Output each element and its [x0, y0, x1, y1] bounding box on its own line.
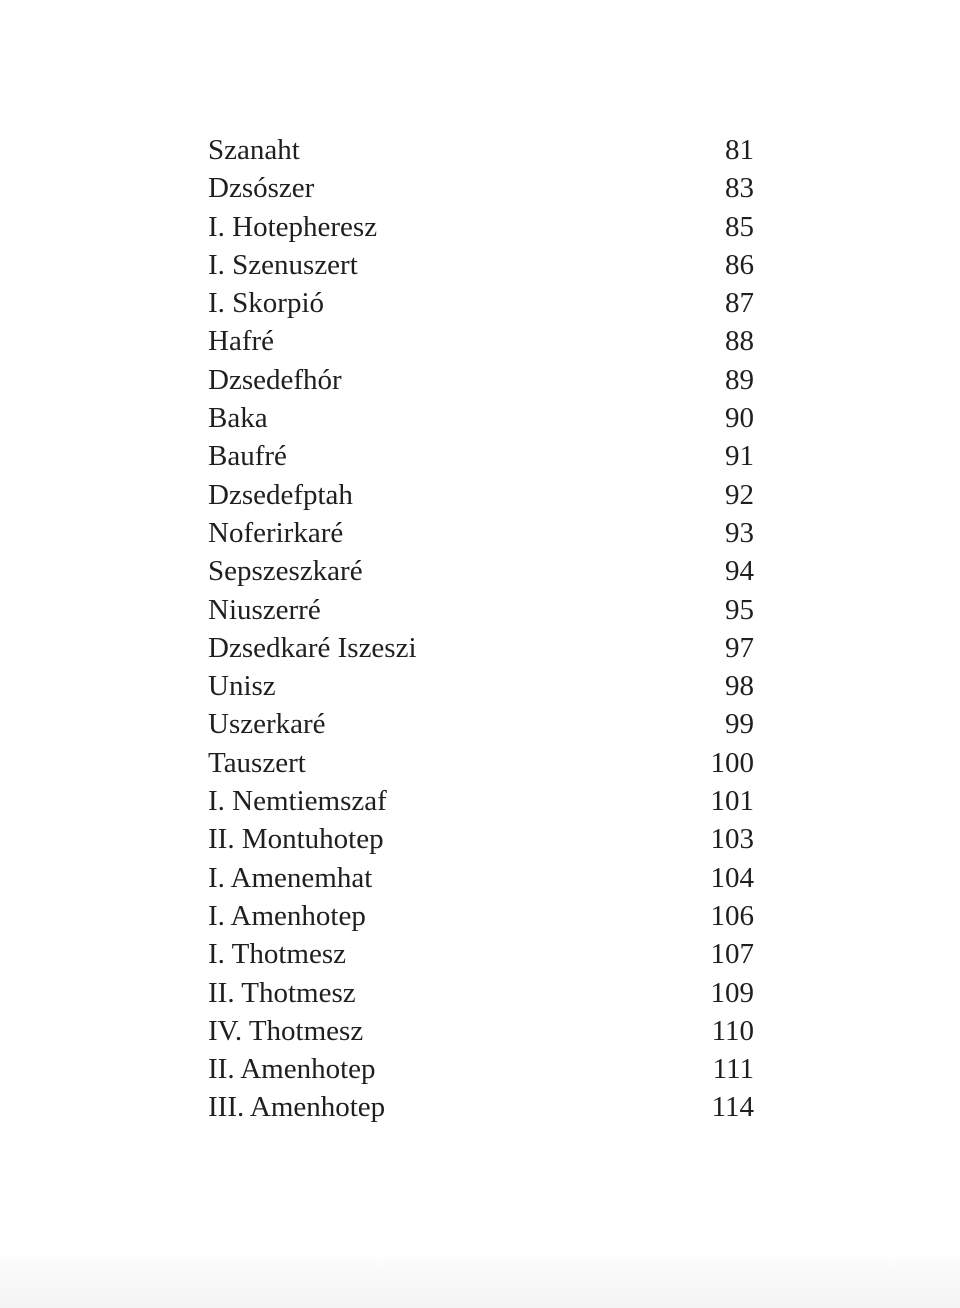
toc-entry-page-number: 109	[710, 976, 754, 1009]
toc-entry-name: Uszerkaré	[208, 708, 326, 741]
toc-row[interactable]	[208, 782, 754, 820]
toc-entry-name: I. Szenuszert	[208, 248, 358, 281]
toc-row[interactable]	[208, 552, 754, 590]
toc-entry-name: Baka	[208, 402, 268, 435]
toc-entry-name: Tauszert	[208, 746, 306, 779]
toc-entry-name: Dzsószer	[208, 172, 315, 205]
toc-entry-page-number: 106	[710, 899, 754, 932]
toc-entry-page-number: 93	[725, 516, 754, 549]
toc-entry-name: I. Thotmesz	[208, 938, 346, 971]
toc-entry-name: I. Skorpió	[208, 287, 324, 320]
toc-entry-page-number: 86	[725, 248, 754, 281]
toc-entry-page-number: 101	[710, 785, 754, 818]
toc-row[interactable]	[208, 897, 754, 935]
toc-row[interactable]	[208, 820, 754, 858]
toc-entry-page-number: 98	[725, 670, 754, 703]
toc-row[interactable]	[208, 1050, 754, 1088]
toc-entry-name: I. Nemtiemszaf	[208, 785, 387, 818]
toc-entry-name: II. Montuhotep	[208, 823, 384, 856]
toc-entry-name: Noferirkaré	[208, 516, 344, 549]
toc-entry-page-number: 88	[725, 325, 754, 358]
toc-entry-page-number: 85	[725, 210, 754, 243]
toc-entry-name: III. Amenhotep	[208, 1091, 386, 1124]
toc-row[interactable]	[208, 476, 754, 514]
toc-entry-name: I. Hotepheresz	[208, 210, 378, 243]
toc-row[interactable]	[208, 399, 754, 437]
toc-row[interactable]	[208, 169, 754, 207]
toc-row[interactable]	[208, 208, 754, 246]
toc-entry-page-number: 114	[711, 1091, 754, 1124]
toc-entry-name: Dzsedefhór	[208, 363, 342, 396]
toc-row[interactable]	[208, 514, 754, 552]
toc-entry-name: IV. Thotmesz	[208, 1014, 364, 1047]
toc-row[interactable]	[208, 131, 754, 169]
toc-row[interactable]	[208, 667, 754, 705]
toc-entry-page-number: 87	[725, 287, 754, 320]
page-bottom-shade	[0, 1250, 960, 1308]
toc-row[interactable]	[208, 974, 754, 1012]
toc-entry-page-number: 89	[725, 363, 754, 396]
toc-list	[208, 131, 754, 1127]
toc-row[interactable]	[208, 361, 754, 399]
toc-entry-name: II. Amenhotep	[208, 1053, 376, 1086]
toc-entry-page-number: 81	[725, 134, 754, 166]
toc-entry-page-number: 92	[725, 478, 754, 511]
toc-entry-page-number: 103	[710, 823, 754, 856]
toc-entry-page-number: 90	[725, 402, 754, 435]
toc-entry-page-number: 99	[725, 708, 754, 741]
toc-row[interactable]	[208, 322, 754, 360]
toc-entry-name: I. Amenhotep	[208, 899, 366, 932]
toc-row[interactable]	[208, 591, 754, 629]
toc-entry-name: I. Amenemhat	[208, 861, 373, 894]
toc-row[interactable]	[208, 744, 754, 782]
toc-row[interactable]	[208, 437, 754, 475]
toc-entry-name: II. Thotmesz	[208, 976, 356, 1009]
toc-entry-name: Szanaht	[208, 134, 300, 166]
toc-entry-name: Hafré	[208, 325, 275, 358]
toc-entry-page-number: 95	[725, 593, 754, 626]
toc-entry-name: Baufré	[208, 440, 287, 473]
toc-row[interactable]	[208, 246, 754, 284]
toc-row[interactable]	[208, 284, 754, 322]
toc-entry-name: Niuszerré	[208, 593, 321, 626]
toc-entry-page-number: 94	[725, 555, 754, 588]
toc-entry-page-number: 97	[725, 631, 754, 664]
toc-row[interactable]	[208, 1012, 754, 1050]
toc-entry-page-number: 107	[710, 938, 754, 971]
toc-row[interactable]	[208, 705, 754, 743]
toc-entry-page-number: 110	[711, 1014, 754, 1047]
toc-row[interactable]	[208, 859, 754, 897]
toc-entry-page-number: 91	[725, 440, 754, 473]
toc-entry-page-number: 83	[725, 172, 754, 205]
toc-entry-name: Dzsedkaré Iszeszi	[208, 631, 417, 664]
toc-entry-name: Dzsedefptah	[208, 478, 353, 511]
toc-entry-page-number: 100	[710, 746, 754, 779]
toc-row[interactable]	[208, 629, 754, 667]
toc-entry-page-number: 104	[710, 861, 754, 894]
toc-entry-name: Unisz	[208, 670, 276, 703]
toc-row[interactable]	[208, 935, 754, 973]
toc-entry-page-number: 111	[712, 1053, 754, 1086]
toc-entry-name: Sepszeszkaré	[208, 555, 363, 588]
toc-row[interactable]	[208, 1088, 754, 1126]
